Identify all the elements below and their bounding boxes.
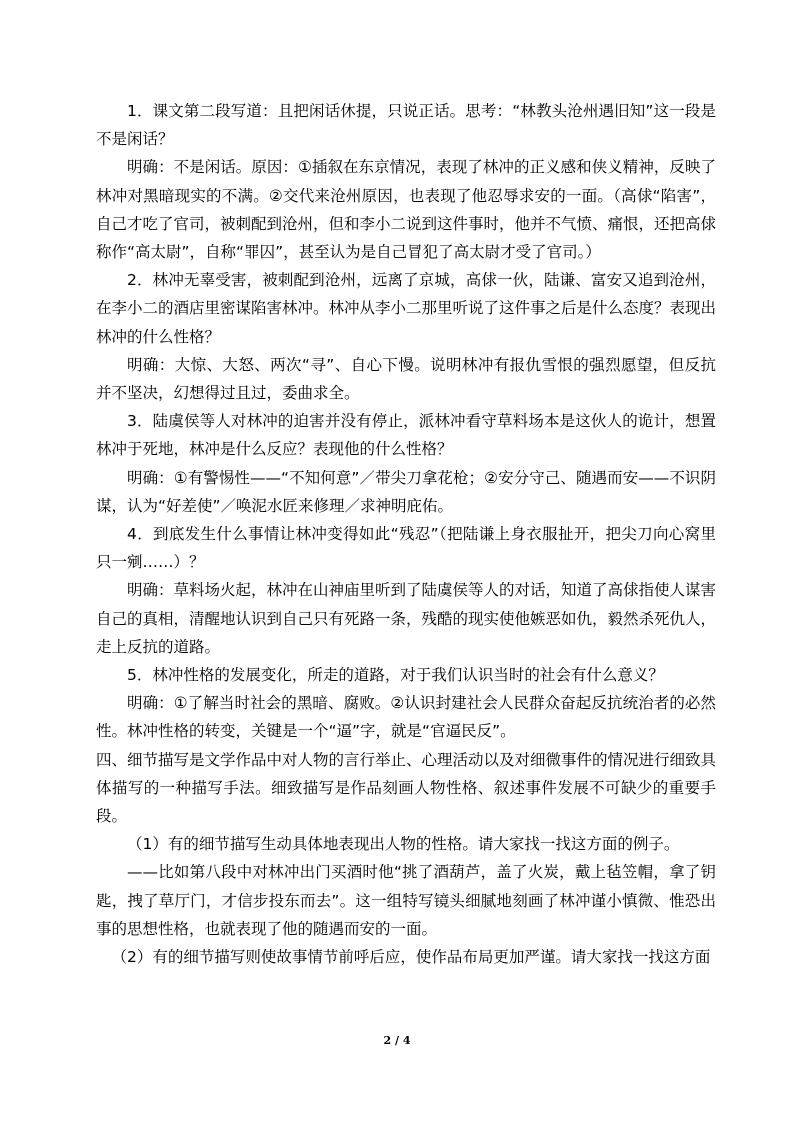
answer-3: 明确：①有警惕性——“不知何意”／带尖刀拿花枪；②安分守己、随遇而安——不识阴谋，认为“好差使”／唤泥水匠来修理／求神明庇佑。 [96,468,716,515]
page-number: 2 / 4 [383,1034,411,1047]
answer-1: 明确：不是闲话。原因：①插叙在东京情况，表现了林冲的正义感和侠义精神，反映了林冲对黑暗现实的不满。②交代来沧州原因，也表现了他忍辱求安的一面。（高俅“陷害”，自己才吃了官司，被刺配到沧州，但和李小二说到这件事时，他并不气愤、痛恨，还把高俅称作“高太尉”，自称“罪囚”，甚至认为是自己冒犯了高太尉才受了官司。） [96,158,717,262]
answer-5: 明确：①了解当时社会的黑暗、腐败。②认识封建社会人民群众奋起反抗统治者的必然性。林冲性格的转变，关键是一个“逼”字，就是“官逼民反”。 [96,694,716,741]
answer-4: 明确：草料场火起，林冲在山神庙里听到了陆虞侯等人的对话，知道了高俅指使人谋害自己的真相，清醒地认识到自己只有死路一条，残酷的现实使他嫉恶如仇，毅然杀死仇人，走上反抗的道路。 [96,581,717,656]
question-3: 3．陆虞侯等人对林冲的迫害并没有停止，派林冲看守草料场本是这伙人的诡计，想置林冲于死地，林冲是什么反应？表现他的什么性格？ [96,412,716,459]
question-2: 2．林冲无辜受害，被刺配到沧州，远离了京城，高俅一伙，陆谦、富安又追到沧州，在李小二的酒店里密谋陷害林冲。林冲从李小二那里听说了这件事之后是什么态度？表现出林冲的什么性格？ [96,271,717,346]
detail-item-1: （1）有的细节描写生动具体地表现出人物的性格。请大家找一找这方面的例子。 [127,835,680,854]
document-body [96,97,716,971]
section-4-heading: 四、细节描写是文学作品中对人物的言行举止、心理活动以及对细微事件的情况进行细致具体描写的一种描写手法。细致描写是作品刻画人物性格、叙述事件发展不可缺少的重要手段。 [96,750,717,826]
question-4: 4．到底发生什么事情让林冲变得如此“残忍”（把陆谦上身衣服扯开，把尖刀向心窝里只一剜……）？ [96,525,716,572]
question-5: 5．林冲性格的发展变化，所走的道路，对于我们认识当时的社会有什么意义？ [127,666,664,685]
detail-item-1-example: ——比如第八段中对林冲出门买酒时他“挑了酒葫芦，盖了火炭，戴上毡笠帽，拿了钥匙，拽了草厅门，才信步投东而去”。这一组特写镜头细腻地刻画了林冲谨小慎微、惟恐出事的思想性格，也就表现了他的随遇而安的一面。 [96,863,716,938]
answer-2: 明确：大惊、大怒、两次“寻”、自心下慢。说明林冲有报仇雪恨的强烈愿望，但反抗并不坚决，幻想得过且过，委曲求全。 [96,355,716,403]
question-1: 1．课文第二段写道：且把闲话休提，只说正话。思考：“林教头沧州遇旧知”这一段是不是闲话？ [96,102,716,149]
detail-item-2: （2）有的细节描写则使故事情节前呼后应，使作品布局更加严谨。请大家找一找这方面 [111,948,711,967]
